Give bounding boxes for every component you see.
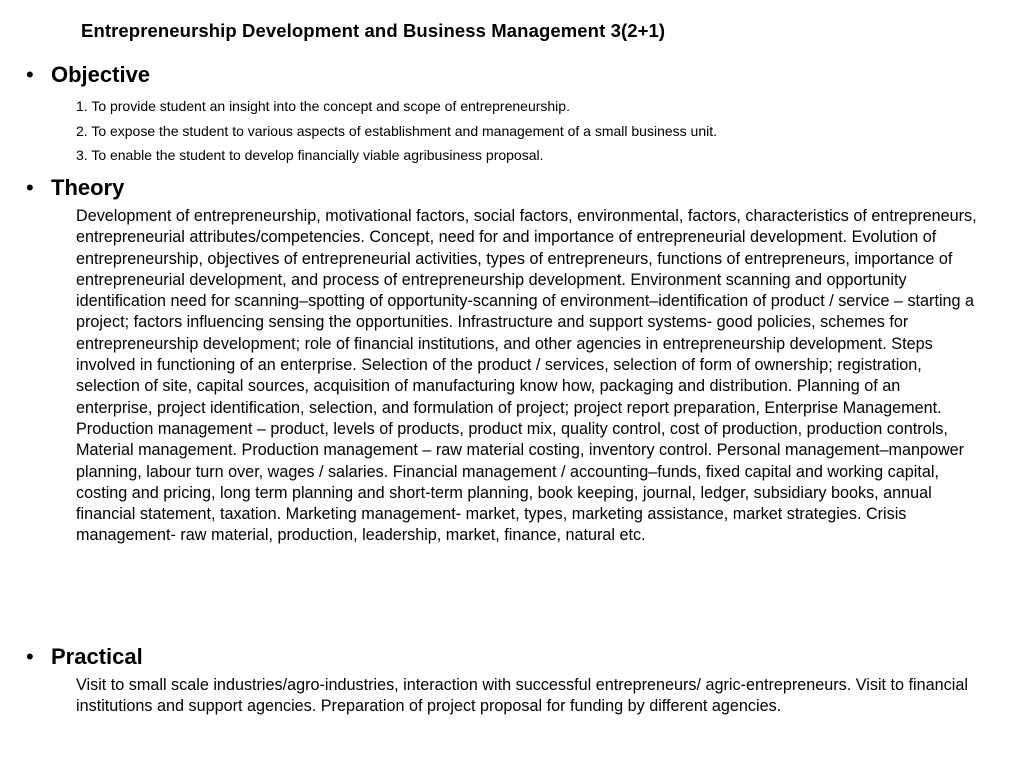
objective-item: 1. To provide student an insight into the concept and scope of entrepreneurship. <box>76 98 570 114</box>
theory-text: Development of entrepreneurship, motivational factors, social factors, environmental, factors, characteristics of entrepreneurs, entrepreneurial attributes/competencies. Concept, need for and importance of entrepreneurial development. Evolution of entrepreneurship, objectives of entrepreneurial activities, types of entrepreneurs, functions of entrepreneurs, importance of entrepreneurial development, and process of entrepreneurship development. Environment scanning and opportunity identification need for scanning–spotting of opportunity-scanning of environment–identification of product / service – starting a project; factors influencing sensing the opportunities. Infrastructure and support systems- good policies, schemes for entrepreneurship development; role of financial institutions, and other agencies in entrepreneurship development. Steps involved in functioning of an enterprise. Selection of the product / services, selection of form of ownership; registration, selection of site, capital sources, acquisition of manufacturing know how, packaging and distribution. Planning of an enterprise, project identification, selection, and formulation of project; project report preparation, Enterprise Management. Production management – product, levels of products, product mix, quality control, cost of production, production controls, Material management. Production management – raw material costing, inventory control. Personal management–manpower planning, labour turn over, wages / salaries. Financial management / accounting–funds, fixed capital and working capital, costing and pricing, long term planning and short-term planning, book keeping, journal, ledger, subsidiary books, annual financial statement, taxation. Marketing management- market, types, marketing assistance, market strategies. Crisis management- raw material, production, leadership, market, finance, natural etc. <box>76 207 977 545</box>
theory-section <box>26 175 986 547</box>
bullet-marker: • <box>26 644 34 669</box>
theory-heading: Theory <box>51 175 125 200</box>
page-title: Entrepreneurship Development and Business Management 3(2+1) <box>81 20 666 41</box>
objective-list <box>76 94 986 168</box>
objective-item: 3. To enable the student to develop financially viable agribusiness proposal. <box>76 147 544 163</box>
bullet-marker: • <box>26 175 34 200</box>
practical-section <box>26 644 986 718</box>
objective-heading: Objective <box>51 62 151 87</box>
practical-text: Visit to small scale industries/agro-industries, interaction with successful entrepreneurs/ agric-entrepreneurs. Visit to financial institutions and support agencies. Preparation of project proposal for funding by different agencies. <box>76 676 968 716</box>
practical-heading: Practical <box>51 644 143 669</box>
objective-item: 2. To expose the student to various aspects of establishment and management of a small business unit. <box>76 122 718 139</box>
bullet-marker: • <box>26 62 34 87</box>
objective-section <box>26 62 986 168</box>
